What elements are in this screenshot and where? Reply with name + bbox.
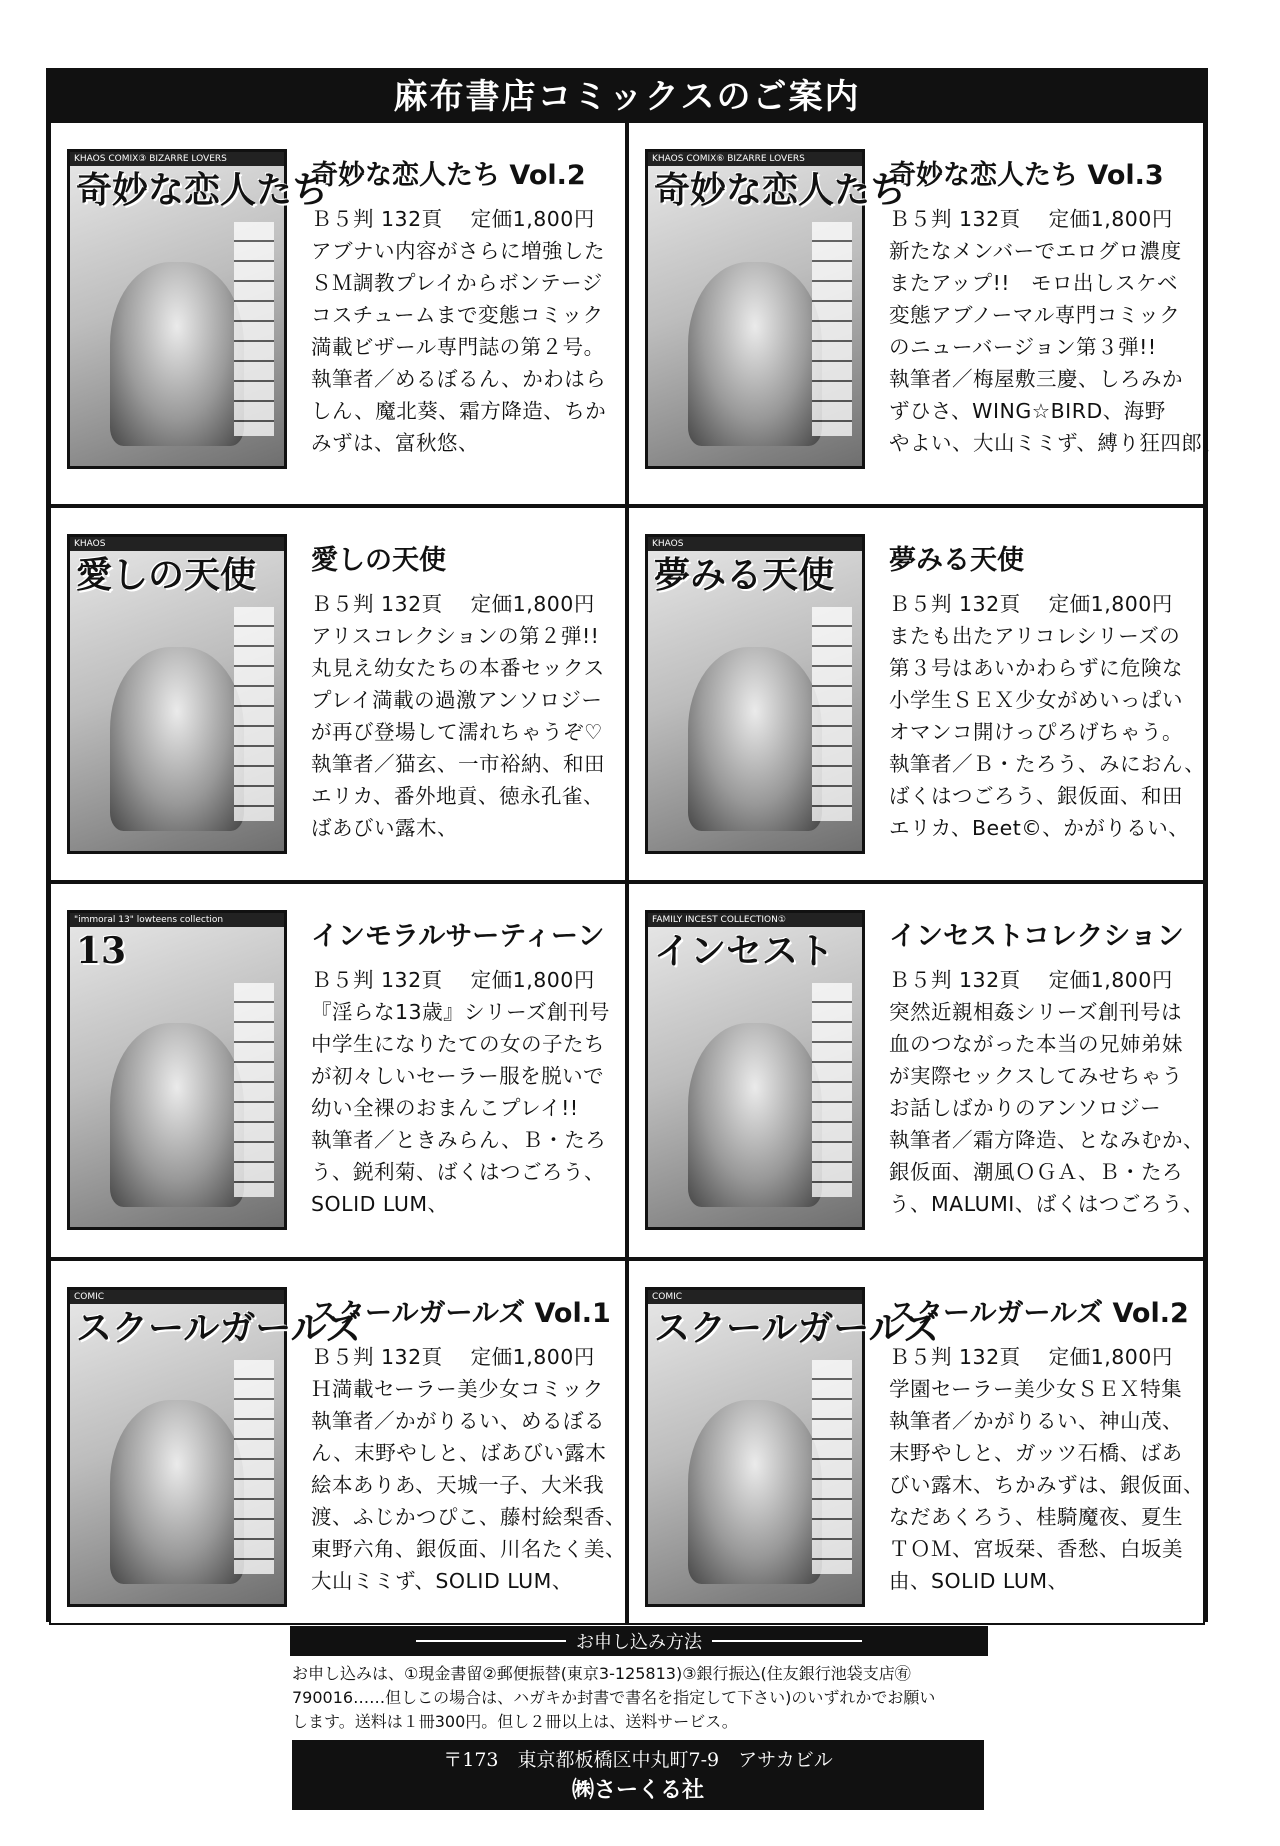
book-description-line: 由、SOLID LUM、	[889, 1569, 1069, 1593]
book-cover-image	[645, 1287, 940, 1607]
order-line: お申し込みは、①現金書留②郵便振替(東京3-125813)③銀行振込(住友銀行池袋支店㊒	[292, 1664, 911, 1683]
book-description-line: が再び登場して濡れちゃうぞ♡	[311, 720, 603, 744]
cover-contributor-list	[812, 1360, 852, 1574]
book-description-line: 執筆者／梅屋敷三慶、しろみか	[889, 367, 1183, 391]
order-line: します。送料は１冊300円。但し２冊以上は、送料サービス。	[292, 1712, 738, 1731]
book-description-line: アブナい内容がさらに増強した	[311, 239, 605, 263]
order-line: 790016……但しこの場合は、ハガキか封書で書名を指定して下さい)のいずれかでお願い	[292, 1688, 936, 1707]
order-instructions	[292, 1662, 992, 1734]
book-cover-image	[67, 149, 329, 469]
book-price-line: Ｂ５判 132頁 定価1,800円	[311, 592, 595, 616]
book-cover-image	[645, 149, 907, 469]
book-description-line: ＳＭ調教プレイからボンテージ	[311, 271, 603, 295]
book-description	[311, 964, 615, 1220]
book-description-line: 新たなメンバーでエログロ濃度	[889, 239, 1182, 263]
book-description-line: SOLID LUM、	[311, 1192, 449, 1216]
book-description-line: 『淫らな13歳』シリーズ創刊号	[311, 1000, 611, 1024]
cover-illustration	[688, 647, 822, 831]
book-price-line: Ｂ５判 132頁 定価1,800円	[311, 207, 595, 231]
book-cover-image	[67, 534, 287, 854]
book-title: 奇妙な恋人たち Vol.2	[311, 160, 586, 191]
cover-contributor-list	[812, 607, 852, 821]
book-listing	[49, 882, 627, 1259]
cover-illustration	[688, 262, 822, 446]
book-description-line: 執筆者／かがりるい、神山茂、	[889, 1409, 1183, 1433]
book-description-line: エリカ、Beet©、かがりるい、	[889, 816, 1190, 840]
cover-band-text: COMIC	[70, 1290, 284, 1304]
publisher-box	[292, 1740, 984, 1810]
cover-band-text: KHAOS COMIX③ BIZARRE LOVERS	[70, 152, 284, 166]
book-title: インセストコレクション	[889, 921, 1184, 952]
cover-illustration	[110, 1400, 244, 1584]
cover-title-text: スクールガールズ	[76, 1307, 362, 1349]
book-listing	[627, 506, 1205, 882]
book-title: スクールガールズ Vol.2	[889, 1298, 1189, 1329]
cover-title-text: 奇妙な恋人たち	[76, 169, 329, 211]
book-description	[889, 1341, 1204, 1597]
order-heading: お申し込み方法	[576, 1632, 702, 1653]
book-description-line: ずひさ、WING☆BIRD、海野	[889, 399, 1166, 423]
book-description-line: コスチュームまで変態コミック	[311, 303, 604, 327]
book-listing	[627, 1259, 1205, 1625]
cover-contributor-list	[234, 607, 274, 821]
cover-illustration	[688, 1400, 822, 1584]
book-description-line: ＴＯＭ、宮坂栞、香愁、白坂美	[889, 1537, 1183, 1561]
cover-band-text: COMIC	[648, 1290, 862, 1304]
book-description-line: 執筆者／Ｂ・たろう、みにおん、	[889, 752, 1206, 776]
cover-band-text: "immoral 13" lowteens collection	[70, 913, 284, 927]
book-price-line: Ｂ５判 132頁 定価1,800円	[311, 968, 595, 992]
book-description-line: 銀仮面、潮風ＯＧＡ、Ｂ・たろ	[889, 1160, 1183, 1184]
book-description-line: 執筆者／めるぼるん、かわはら	[311, 367, 607, 391]
cover-contributor-list	[234, 222, 274, 436]
cover-contributor-list	[812, 222, 852, 436]
book-description-line: 執筆者／霜方降造、となみむか、	[889, 1128, 1204, 1152]
book-description-line: お話しばかりのアンソロジー	[889, 1096, 1162, 1120]
book-price-line: Ｂ５判 132頁 定価1,800円	[889, 207, 1173, 231]
book-description-line: が実際セックスしてみせちゃう	[889, 1064, 1183, 1088]
book-listing	[627, 882, 1205, 1259]
heading-rule-right	[712, 1640, 862, 1642]
book-price-line: Ｂ５判 132頁 定価1,800円	[889, 1345, 1173, 1369]
book-description-line: またも出たアリコレシリーズの	[889, 624, 1181, 648]
book-price-line: Ｂ５判 132頁 定価1,800円	[311, 1345, 595, 1369]
book-description-line: なだあくろう、桂騎魔夜、夏生	[889, 1505, 1183, 1529]
book-cover-image	[67, 910, 287, 1230]
book-listing	[627, 121, 1224, 506]
cover-title-text: インセスト	[654, 930, 835, 972]
book-listing	[49, 1259, 627, 1625]
cover-title-text: 奇妙な恋人たち	[654, 169, 907, 211]
cover-illustration	[110, 262, 244, 446]
publisher-address: 〒173 東京都板橋区中丸町7-9 アサカビル	[443, 1749, 833, 1771]
cover-title-text: 愛しの天使	[76, 554, 257, 596]
book-cover-image	[67, 1287, 362, 1607]
book-cover-image	[645, 534, 865, 854]
book-listing	[49, 506, 627, 882]
cover-band-text: KHAOS	[648, 537, 862, 551]
book-description-line: びい露木、ちかみずは、銀仮面、	[889, 1473, 1204, 1497]
book-title: 奇妙な恋人たち Vol.3	[889, 160, 1164, 191]
heading-rule-left	[416, 1640, 566, 1642]
book-title: スクールガールズ Vol.1	[311, 1298, 611, 1329]
book-cover-image	[645, 910, 865, 1230]
book-description	[311, 203, 615, 459]
cover-title-text: 夢みる天使	[654, 554, 835, 596]
book-title: インモラルサーティーン	[311, 921, 605, 952]
book-description-line: 幼い全裸のおまんこプレイ!!	[311, 1096, 579, 1120]
book-description-line: やよい、大山ミミず、縛り狂四郎、	[889, 431, 1224, 455]
book-description-line: アリスコレクションの第２弾!!	[311, 624, 600, 648]
cover-title-text: 13	[76, 930, 127, 972]
book-description-line: 執筆者／かがりるい、めるぼる	[311, 1409, 605, 1433]
book-description-line: 執筆者／猫玄、一市裕納、和田	[311, 752, 605, 776]
order-heading-bar	[290, 1626, 988, 1656]
page-title	[46, 68, 1208, 118]
cover-contributor-list	[234, 1360, 274, 1574]
book-price-line: Ｂ５判 132頁 定価1,800円	[889, 592, 1173, 616]
book-description-line: 中学生になりたての女の子たち	[311, 1032, 605, 1056]
book-description-line: 東野六角、銀仮面、川名たく美、	[311, 1537, 626, 1561]
book-description-line: う、MALUMI、ばくはつごろう、	[889, 1192, 1204, 1216]
book-description-line: 第３号はあいかわらずに危険な	[889, 656, 1183, 680]
cover-title-text: スクールガールズ	[654, 1307, 940, 1349]
book-title: 愛しの天使	[311, 545, 446, 576]
book-description-line: のニューバージョン第３弾!!	[889, 335, 1157, 359]
book-description-line: が初々しいセーラー服を脱いで	[311, 1064, 605, 1088]
book-description-line: 満載ビザール専門誌の第２号。	[311, 335, 605, 359]
book-description-line: Ｈ満載セーラー美少女コミック	[311, 1377, 604, 1401]
book-description-line: ばくはつごろう、銀仮面、和田	[889, 784, 1183, 808]
book-description-line: 末野やしと、ガッツ石橋、ばあ	[889, 1441, 1183, 1465]
book-title: 夢みる天使	[889, 545, 1024, 576]
book-description	[889, 964, 1204, 1220]
catalog-grid	[46, 118, 1224, 1622]
book-description-line: 大山ミミず、SOLID LUM、	[311, 1569, 573, 1593]
book-listing	[49, 121, 627, 506]
cover-band-text: KHAOS	[70, 537, 284, 551]
book-description-line: またアップ!! モロ出しスケベ	[889, 271, 1179, 295]
book-description-line: しん、魔北葵、霜方降造、ちか	[311, 399, 607, 423]
book-description-line: 血のつながった本当の兄姉弟妹	[889, 1032, 1183, 1056]
publisher-name: ㈱さーくる社	[571, 1777, 704, 1803]
book-description	[889, 203, 1224, 459]
book-description-line: 学園セーラー美少女ＳＥＸ特集	[889, 1377, 1183, 1401]
book-description-line: オマンコ開けっぴろげちゃう。	[889, 720, 1183, 744]
book-description-line: みずは、富秋悠、	[311, 431, 479, 455]
cover-band-text: KHAOS COMIX⑥ BIZARRE LOVERS	[648, 152, 862, 166]
book-description-line: 変態アブノーマル専門コミック	[889, 303, 1181, 327]
page-title-text: 麻布書店コミックスのご案内	[393, 76, 861, 117]
book-description	[311, 588, 615, 844]
book-description-line: 突然近親相姦シリーズ創刊号は	[889, 1000, 1182, 1024]
book-description-line: ん、末野やしと、ばあびい露木	[311, 1441, 607, 1465]
book-price-line: Ｂ５判 132頁 定価1,800円	[889, 968, 1173, 992]
cover-illustration	[110, 1023, 244, 1207]
book-description-line: う、鋭利菊、ばくはつごろう、	[311, 1160, 605, 1184]
cover-illustration	[688, 1023, 822, 1207]
book-description-line: 絵本ありあ、天城一子、大米我	[311, 1473, 605, 1497]
book-description-line: 丸見え幼女たちの本番セックス	[311, 656, 605, 680]
book-description-line: プレイ満載の過激アンソロジー	[311, 688, 603, 712]
book-description-line: ばあびい露木、	[311, 816, 458, 840]
cover-contributor-list	[812, 983, 852, 1197]
book-description-line: 執筆者／ときみらん、Ｂ・たろ	[311, 1128, 607, 1152]
cover-band-text: FAMILY INCEST COLLECTION①	[648, 913, 862, 927]
book-description	[311, 1341, 626, 1597]
cover-contributor-list	[234, 983, 274, 1197]
book-description	[889, 588, 1206, 844]
book-description-line: 小学生ＳＥＸ少女がめいっぱい	[889, 688, 1183, 712]
book-description-line: エリカ、番外地貢、徳永孔雀、	[311, 784, 604, 808]
book-description-line: 渡、ふじかつぴこ、藤村絵梨香、	[311, 1505, 626, 1529]
cover-illustration	[110, 647, 244, 831]
